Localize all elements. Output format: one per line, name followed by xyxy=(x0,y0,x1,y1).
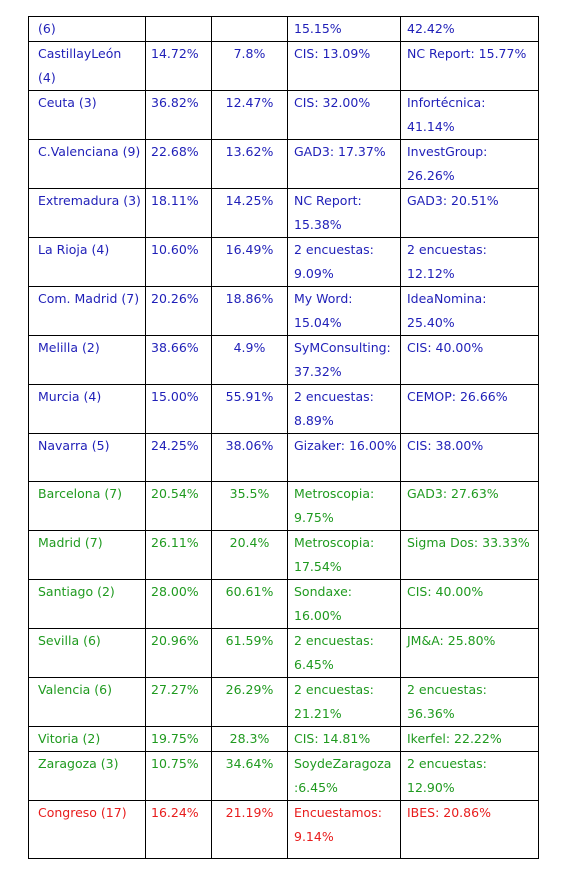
lowest-poll-cell: 2 encuestas: 21.21% xyxy=(288,678,401,727)
value-cell-2: 61.59% xyxy=(212,629,288,678)
lowest-poll-cell: 2 encuestas: 8.89% xyxy=(288,385,401,434)
value-cell-2: 35.5% xyxy=(212,482,288,531)
lowest-poll-cell: 2 encuestas: 6.45% xyxy=(288,629,401,678)
table-row xyxy=(29,678,539,727)
value-cell-2: 12.47% xyxy=(212,91,288,140)
highest-poll-cell: CIS: 40.00% xyxy=(401,580,539,629)
value-cell-1: 24.25% xyxy=(146,434,212,482)
lowest-poll-cell: Metroscopia: 9.75% xyxy=(288,482,401,531)
lowest-poll-cell: 15.15% xyxy=(288,17,401,42)
highest-poll-cell: 42.42% xyxy=(401,17,539,42)
value-cell-2: 20.4% xyxy=(212,531,288,580)
highest-poll-cell: 2 encuestas: 36.36% xyxy=(401,678,539,727)
highest-poll-cell: Ikerfel: 22.22% xyxy=(401,727,539,752)
value-cell-2: 21.19% xyxy=(212,801,288,859)
region-cell: Melilla (2) xyxy=(29,336,146,385)
lowest-poll-cell: CIS: 14.81% xyxy=(288,727,401,752)
region-cell: La Rioja (4) xyxy=(29,238,146,287)
table-row xyxy=(29,801,539,859)
value-cell-1 xyxy=(146,17,212,42)
table-row xyxy=(29,531,539,580)
region-cell: Murcia (4) xyxy=(29,385,146,434)
region-cell: Congreso (17) xyxy=(29,801,146,859)
highest-poll-cell: NC Report: 15.77% xyxy=(401,42,539,91)
lowest-poll-cell: Metroscopia: 17.54% xyxy=(288,531,401,580)
lowest-poll-cell: SyMConsulting: 37.32% xyxy=(288,336,401,385)
region-cell: Sevilla (6) xyxy=(29,629,146,678)
value-cell-2: 7.8% xyxy=(212,42,288,91)
lowest-poll-cell: SoydeZaragoza :6.45% xyxy=(288,752,401,801)
table-row xyxy=(29,287,539,336)
table-row xyxy=(29,482,539,531)
region-cell: Com. Madrid (7) xyxy=(29,287,146,336)
value-cell-2: 34.64% xyxy=(212,752,288,801)
table-row xyxy=(29,752,539,801)
lowest-poll-cell: Sondaxe: 16.00% xyxy=(288,580,401,629)
table-row xyxy=(29,580,539,629)
value-cell-1: 10.75% xyxy=(146,752,212,801)
value-cell-1: 14.72% xyxy=(146,42,212,91)
lowest-poll-cell: CIS: 13.09% xyxy=(288,42,401,91)
highest-poll-cell: GAD3: 20.51% xyxy=(401,189,539,238)
highest-poll-cell: Sigma Dos: 33.33% xyxy=(401,531,539,580)
value-cell-2: 13.62% xyxy=(212,140,288,189)
table-row xyxy=(29,629,539,678)
poll-table xyxy=(28,16,539,859)
table-row xyxy=(29,238,539,287)
table-row xyxy=(29,189,539,238)
value-cell-2: 16.49% xyxy=(212,238,288,287)
region-cell: Extremadura (3) xyxy=(29,189,146,238)
lowest-poll-cell: CIS: 32.00% xyxy=(288,91,401,140)
highest-poll-cell: CIS: 38.00% xyxy=(401,434,539,482)
region-cell: (6) xyxy=(29,17,146,42)
highest-poll-cell: CEMOP: 26.66% xyxy=(401,385,539,434)
highest-poll-cell: IdeaNomina: 25.40% xyxy=(401,287,539,336)
region-cell: Valencia (6) xyxy=(29,678,146,727)
highest-poll-cell: CIS: 40.00% xyxy=(401,336,539,385)
lowest-poll-cell: Gizaker: 16.00% xyxy=(288,434,401,482)
value-cell-1: 18.11% xyxy=(146,189,212,238)
table-row xyxy=(29,42,539,91)
highest-poll-cell: GAD3: 27.63% xyxy=(401,482,539,531)
value-cell-1: 19.75% xyxy=(146,727,212,752)
table-row xyxy=(29,140,539,189)
highest-poll-cell: InvestGroup: 26.26% xyxy=(401,140,539,189)
value-cell-1: 16.24% xyxy=(146,801,212,859)
value-cell-2: 38.06% xyxy=(212,434,288,482)
region-cell: Ceuta (3) xyxy=(29,91,146,140)
lowest-poll-cell: Encuestamos: 9.14% xyxy=(288,801,401,859)
value-cell-2: 60.61% xyxy=(212,580,288,629)
lowest-poll-cell: NC Report: 15.38% xyxy=(288,189,401,238)
value-cell-2: 26.29% xyxy=(212,678,288,727)
table-row xyxy=(29,91,539,140)
value-cell-1: 38.66% xyxy=(146,336,212,385)
region-cell: Zaragoza (3) xyxy=(29,752,146,801)
region-cell: Navarra (5) xyxy=(29,434,146,482)
table-row xyxy=(29,17,539,42)
highest-poll-cell: 2 encuestas: 12.12% xyxy=(401,238,539,287)
region-cell: CastillayLeón (4) xyxy=(29,42,146,91)
value-cell-2: 18.86% xyxy=(212,287,288,336)
table-row xyxy=(29,434,539,482)
lowest-poll-cell: GAD3: 17.37% xyxy=(288,140,401,189)
highest-poll-cell: Infortécnica: 41.14% xyxy=(401,91,539,140)
table-row xyxy=(29,727,539,752)
region-cell: Madrid (7) xyxy=(29,531,146,580)
value-cell-1: 20.96% xyxy=(146,629,212,678)
value-cell-1: 20.26% xyxy=(146,287,212,336)
value-cell-1: 26.11% xyxy=(146,531,212,580)
value-cell-2: 14.25% xyxy=(212,189,288,238)
value-cell-1: 36.82% xyxy=(146,91,212,140)
value-cell-1: 27.27% xyxy=(146,678,212,727)
table-row xyxy=(29,336,539,385)
value-cell-1: 22.68% xyxy=(146,140,212,189)
value-cell-2: 28.3% xyxy=(212,727,288,752)
region-cell: C.Valenciana (9) xyxy=(29,140,146,189)
lowest-poll-cell: 2 encuestas: 9.09% xyxy=(288,238,401,287)
poll-table-body xyxy=(29,17,539,859)
value-cell-1: 15.00% xyxy=(146,385,212,434)
lowest-poll-cell: My Word: 15.04% xyxy=(288,287,401,336)
highest-poll-cell: 2 encuestas: 12.90% xyxy=(401,752,539,801)
value-cell-2 xyxy=(212,17,288,42)
table-row xyxy=(29,385,539,434)
highest-poll-cell: JM&A: 25.80% xyxy=(401,629,539,678)
value-cell-1: 10.60% xyxy=(146,238,212,287)
value-cell-2: 55.91% xyxy=(212,385,288,434)
region-cell: Barcelona (7) xyxy=(29,482,146,531)
highest-poll-cell: IBES: 20.86% xyxy=(401,801,539,859)
region-cell: Santiago (2) xyxy=(29,580,146,629)
region-cell: Vitoria (2) xyxy=(29,727,146,752)
value-cell-2: 4.9% xyxy=(212,336,288,385)
value-cell-1: 28.00% xyxy=(146,580,212,629)
value-cell-1: 20.54% xyxy=(146,482,212,531)
